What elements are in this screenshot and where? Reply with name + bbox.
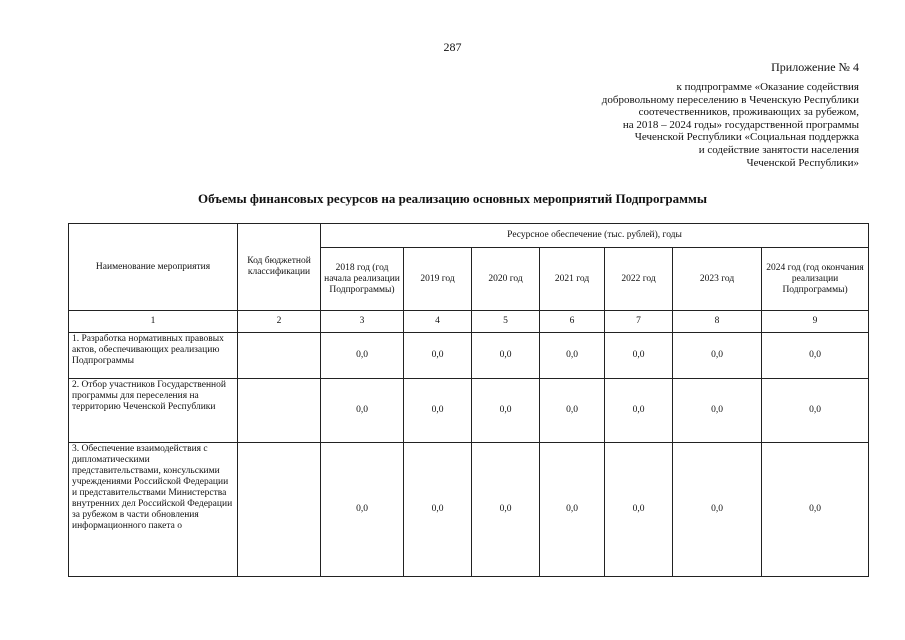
appendix-line: и содействие занятости населения <box>698 143 859 156</box>
measure-name: 3. Обеспечение взаимодействия с дипломатическими представительствами, консульскими учреждениями Российской Федерации и представительствами Министерства внутренних дел Российской Федерации за рубежом в части обновления информационного пакета о <box>69 443 238 577</box>
value-cell: 0,0 <box>404 443 472 577</box>
page-number: 287 <box>443 40 462 54</box>
column-number: 5 <box>472 311 540 333</box>
document-title: Объемы финансовых ресурсов на реализацию основных мероприятий Подпрограммы <box>197 191 708 206</box>
appendix-note <box>602 81 859 169</box>
column-number-row <box>69 311 869 333</box>
measure-name: 2. Отбор участников Государственной программы для переселения на территорию Чеченской Республики <box>69 379 238 443</box>
budget-code <box>238 379 321 443</box>
column-number: 3 <box>321 311 404 333</box>
appendix-title: Приложение № 4 <box>771 60 859 74</box>
column-number: 7 <box>605 311 673 333</box>
value-cell: 0,0 <box>321 443 404 577</box>
value-cell: 0,0 <box>472 333 540 379</box>
table-row <box>69 379 869 443</box>
value-cell: 0,0 <box>673 443 762 577</box>
value-cell: 0,0 <box>404 333 472 379</box>
value-cell: 0,0 <box>472 443 540 577</box>
header-year-2021: 2021 год <box>540 248 605 311</box>
header-year-2024: 2024 год (год окончания реализации Подпрограммы) <box>762 248 869 311</box>
appendix-line: добровольному переселению в Чеченскую Республики <box>601 93 859 106</box>
budget-code <box>238 333 321 379</box>
header-code: Код бюджетной классификации <box>238 224 321 311</box>
appendix-line: Чеченской Республики «Социальная поддержка <box>634 131 859 144</box>
value-cell: 0,0 <box>321 333 404 379</box>
table-row <box>69 443 869 577</box>
appendix-line: Чеченской Республики» <box>746 156 859 169</box>
value-cell: 0,0 <box>404 379 472 443</box>
value-cell: 0,0 <box>762 379 869 443</box>
measure-name: 1. Разработка нормативных правовых актов, обеспечивающих реализацию Подпрограммы <box>69 333 238 379</box>
resources-table <box>68 223 869 577</box>
column-number: 1 <box>69 311 238 333</box>
appendix-line: соотечественников, проживающих за рубежом, <box>638 106 859 119</box>
column-number: 8 <box>673 311 762 333</box>
column-number: 4 <box>404 311 472 333</box>
value-cell: 0,0 <box>540 333 605 379</box>
column-number: 9 <box>762 311 869 333</box>
header-year-2023: 2023 год <box>673 248 762 311</box>
appendix-line: на 2018 – 2024 годы» государственной программы <box>622 118 859 131</box>
value-cell: 0,0 <box>472 379 540 443</box>
value-cell: 0,0 <box>762 333 869 379</box>
value-cell: 0,0 <box>673 379 762 443</box>
budget-code <box>238 443 321 577</box>
value-cell: 0,0 <box>540 379 605 443</box>
table-row <box>69 333 869 379</box>
column-number: 6 <box>540 311 605 333</box>
column-number: 2 <box>238 311 321 333</box>
header-year-2018: 2018 год (год начала реализации Подпрограммы) <box>321 248 404 311</box>
header-year-2019: 2019 год <box>404 248 472 311</box>
value-cell: 0,0 <box>321 379 404 443</box>
header-name: Наименование мероприятия <box>69 224 238 311</box>
header-resources: Ресурсное обеспечение (тыс. рублей), годы <box>321 224 869 248</box>
value-cell: 0,0 <box>605 443 673 577</box>
header-year-2020: 2020 год <box>472 248 540 311</box>
appendix-line: к подпрограмме «Оказание содействия <box>676 81 859 93</box>
header-year-2022: 2022 год <box>605 248 673 311</box>
value-cell: 0,0 <box>605 333 673 379</box>
value-cell: 0,0 <box>673 333 762 379</box>
value-cell: 0,0 <box>605 379 673 443</box>
value-cell: 0,0 <box>540 443 605 577</box>
value-cell: 0,0 <box>762 443 869 577</box>
